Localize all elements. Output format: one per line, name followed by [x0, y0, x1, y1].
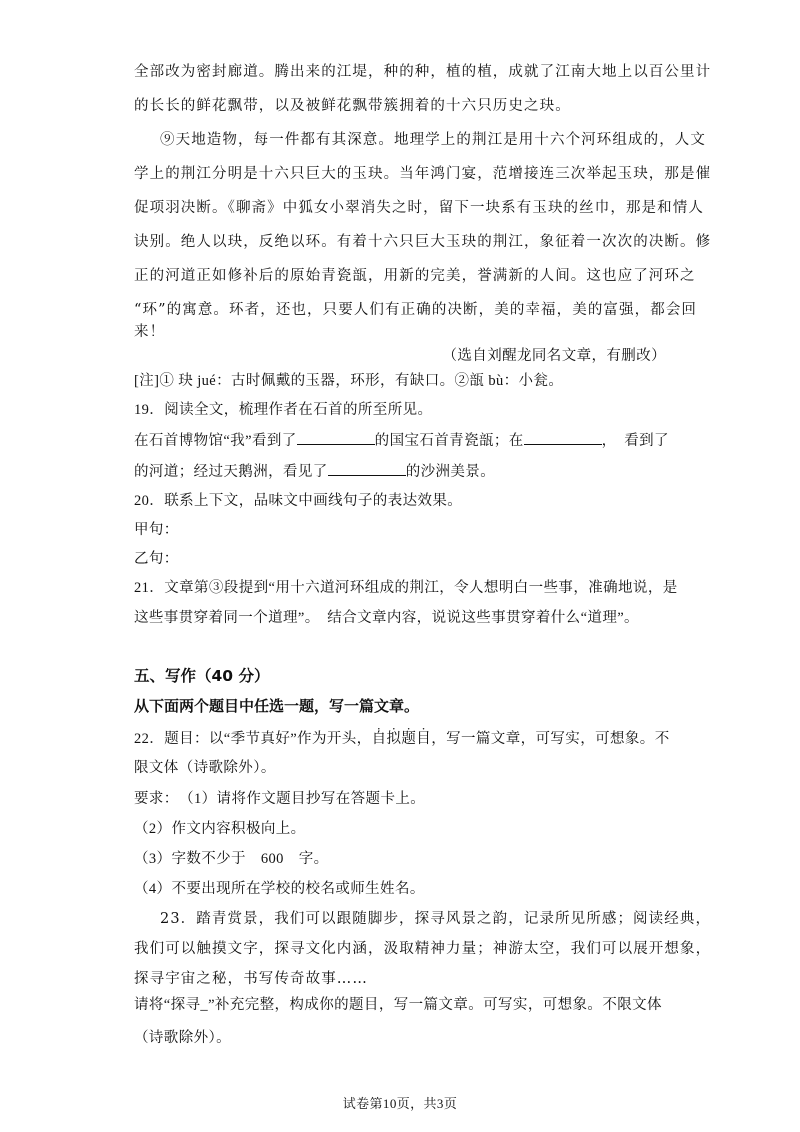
passage-source: （选自刘醒龙同名文章，有删改）: [442, 348, 666, 364]
question-19-stem: 19．阅读全文，梳理作者在石首的所至所见。: [134, 402, 433, 418]
page-footer: 试卷第10页，共3页: [342, 1096, 458, 1111]
answer-blank[interactable]: [524, 430, 602, 445]
passage-line: 来！: [134, 324, 166, 340]
question-23-line: （诗歌除外）。: [134, 1030, 232, 1046]
question-19-fill-line-2: 的河道；经过天鹅洲，看见了 的沙洲美景。: [134, 461, 495, 482]
question-20-answer-a: 甲句：: [134, 522, 179, 538]
question-23-line: 探寻宇宙之秘，书写传奇故事……: [134, 971, 368, 987]
passage-line: 促项羽决断。《聊斋》中狐女小翠消失之时，留下一块系有玉玦的丝巾，那是和情人: [134, 200, 704, 216]
question-23-line: 我们可以触摸文字，探寻文化内涵，汲取精神力量；神游太空，我们可以展开想象，: [134, 941, 712, 957]
question-23-line: 23．踏青赏景，我们可以跟随脚步，探寻风景之韵，记录所见所感；阅读经典，: [160, 911, 712, 927]
section-instruction: 从下面两个题目中任选一题，写一篇文章。: [134, 697, 420, 715]
emphasis-char: 拟: [386, 731, 402, 747]
emphasis-char: 自: [371, 731, 387, 747]
annotation-note: [注]① 玦 jué：古时佩戴的玉器，环形，有缺口。②瓿 bù：小瓮。: [134, 373, 564, 389]
passage-line: ⑨天地造物，每一件都有其深意。地理学上的荆江是用十六个河环组成的，人文: [160, 132, 706, 148]
answer-blank[interactable]: [328, 461, 406, 476]
question-19-fill-line-1: 在石首博物馆“我”看到了 的国宝石首青瓷瓿；在 ， 看到了: [134, 430, 669, 451]
requirement: 要求： （1）请将作文题目抄写在答题卡上。: [134, 791, 426, 807]
passage-line: 全部改为密封廊道。腾出来的江堤，种的种，植的植，成就了江南大地上以百公里计: [134, 64, 712, 80]
emphasis-char: 目: [416, 731, 432, 747]
question-20-stem: 20．联系上下文，品味文中画线句子的表达效果。: [134, 493, 463, 509]
requirement: （4）不要出现所在学校的校名或师生姓名。: [134, 881, 425, 897]
requirement: （3）字数不少于 600 字。: [134, 851, 329, 867]
passage-line: 诀别。绝人以玦，反绝以环。有着十六只巨大玉玦的荆江，象征着一次次的决断。修: [134, 234, 712, 250]
question-20-answer-b: 乙句：: [134, 551, 179, 567]
passage-line: 的长长的鲜花飘带，以及被鲜花飘带簇拥着的十六只历史之玦。: [134, 98, 571, 114]
question-22-line-2: 限文体（诗歌除外）。: [134, 760, 276, 776]
question-21-line: 这些事贯穿着同一个道理”。 结合文章内容，说说这些事贯穿着什么“道理”。: [134, 610, 639, 626]
question-22-line-1: 22．题目：以“季节真好”作为开头，自拟题目，写一篇文章，可写实，可想象。不: [134, 731, 670, 747]
question-21-line: 21．文章第③段提到“用十六道河环组成的荆江，令人想明白一些事，准确地说，是: [134, 580, 678, 596]
answer-blank[interactable]: [297, 430, 375, 445]
requirement: （2）作文内容积极向上。: [134, 821, 306, 837]
question-23-line: 请将“探寻_”补充完整，构成你的题目，写一篇文章。可写实，可想象。不限文体: [134, 997, 662, 1013]
emphasis-char: 题: [401, 731, 417, 747]
passage-line: 学上的荆江分明是十六只巨大的玉玦。当年鸿门宴，范增接连三次举起玉玦，那是催: [134, 166, 712, 182]
passage-line: “环”的寓意。环者，还也，只要人们有正确的决断，美的幸福，美的富强，都会回: [134, 302, 698, 318]
passage-line: 正的河道正如修补后的原始青瓷瓿，用新的完美，誉满新的人间。这也应了河环之: [134, 268, 696, 284]
section-title: 五、写作（40 分）: [134, 667, 270, 685]
